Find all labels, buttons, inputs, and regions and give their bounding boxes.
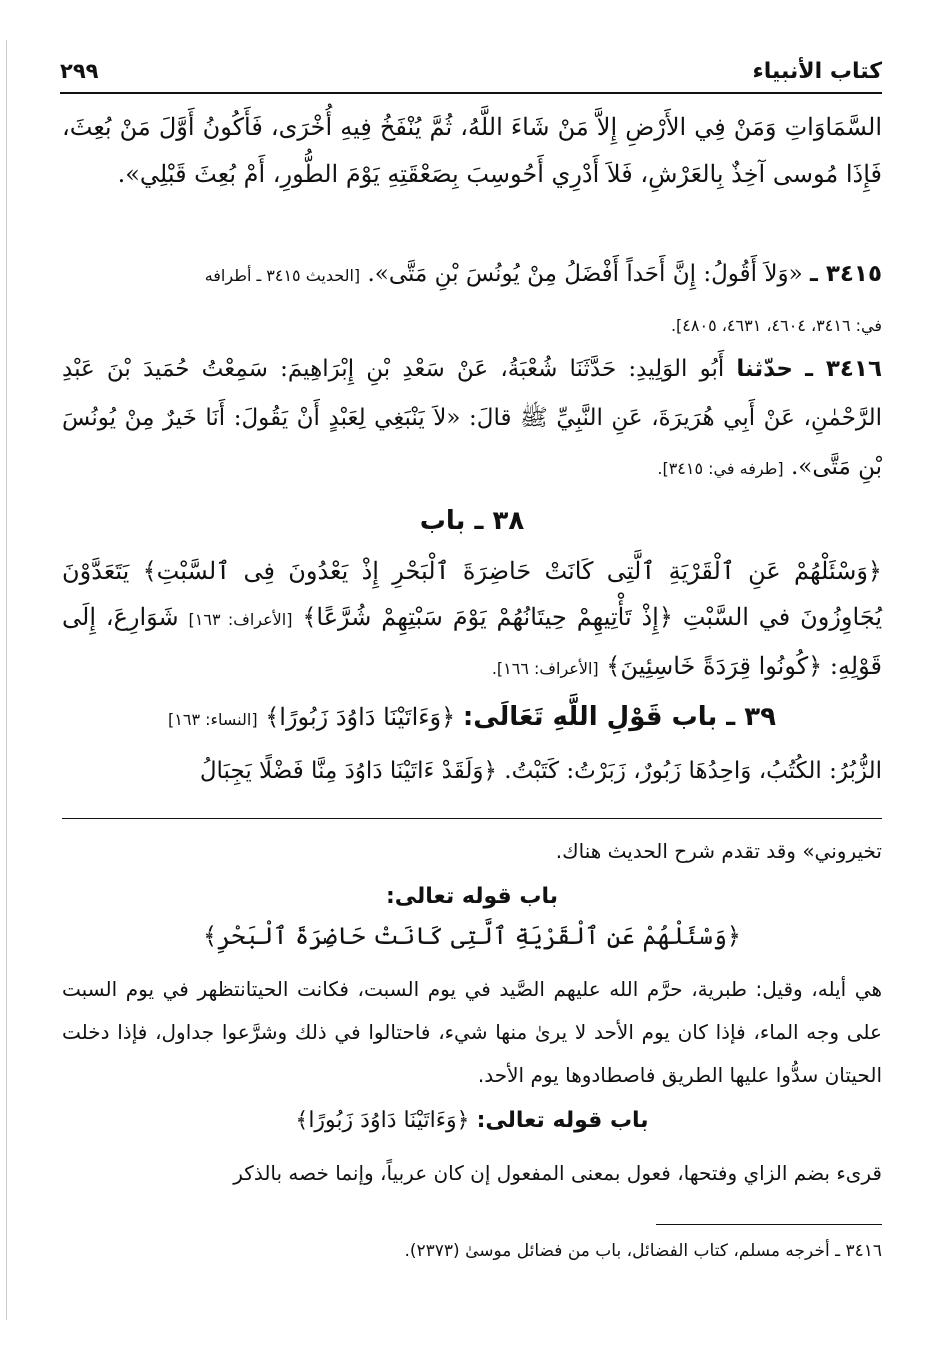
chapter-39-text: الزُّبُرُ: الكُتُبُ، وَاحِدُهَا زَبُورٌ، زَبَرْتُ: كَتَبْتُ. ﴿وَلَقَدْ ءَاتَيْنَا دَاوُدَ مِنَّا فَضْلًا يَجِبَالُ xyxy=(199,758,882,784)
hadith-3415 xyxy=(62,250,882,349)
chapter-39-verse-ref: [النساء: ١٦٣] xyxy=(168,710,258,729)
page-header xyxy=(60,50,882,94)
running-title: كتاب الأنبياء xyxy=(752,58,882,84)
hadith-reference: [طرفه في: ٣٤١٥]. xyxy=(657,459,784,478)
hadith-lead: حدّثنا xyxy=(736,356,793,382)
hadith-text: «وَلاَ أَقُولُ: إِنَّ أَحَداً أَفْضَلُ مِنْ يُونُسَ بْنِ مَتَّى». xyxy=(367,261,803,287)
hadith-number: ٣٤١٦ ـ xyxy=(805,356,883,382)
commentary-subheading-1-verse: ﴿وَسْئَلْهُمْ عَنِ ٱلْقَرْيَةِ ٱلَّتِى كَانَتْ حَاضِرَةَ ٱلْبَحْرِ﴾ xyxy=(203,922,741,950)
chapter-38-verse: ﴿وَسْئَلْهُمْ عَنِ ٱلْقَرْيَةِ ٱلَّتِى كَانَتْ حَاضِرَةَ ٱلْبَحْرِ إِذْ يَعْدُونَ فِى ٱلسَّبْتِ﴾ يَتَعَدَّوْنَ يُجَاوِزُونَ في السَّبْتِ ﴿إِذْ تَأْتِيهِمْ حِيتَانُهُمْ يَوْمَ سَبْتِهِمْ شُرَّعًا﴾ xyxy=(62,557,882,631)
chapter-38-title: ٣٨ ـ باب xyxy=(419,506,525,536)
commentary-paragraph-3: قرىء بضم الزاي وفتحها، فعول بمعنى المفعول إن كان عربياً، وإنما خصه بالذكر xyxy=(233,1161,882,1185)
footnote: ٣٤١٦ ـ أخرجه مسلم، كتاب الفضائل، باب من فضائل موسىٰ (٢٣٧٣). xyxy=(404,1241,882,1261)
hadith-reference-cont: في: ٣٤١٦، ٤٦٠٤، ٤٦٣١، ٤٨٠٥]. xyxy=(670,316,882,335)
chapter-38-body xyxy=(62,548,882,692)
commentary-subheading-1: باب قوله تعالى: xyxy=(385,884,558,909)
scan-edge-line xyxy=(6,40,7,1320)
hadith-3416 xyxy=(62,345,882,493)
commentary-subheading-2-verse: ﴿وَءَاتَيْنَا دَاوُدَ زَبُورًا﴾ xyxy=(295,1108,470,1133)
hadith-reference: [الحديث ٣٤١٥ ـ أطرافه xyxy=(204,266,361,285)
section-divider xyxy=(62,818,882,819)
hadith-number: ٣٤١٥ ـ xyxy=(809,261,882,287)
commentary-subheading-2-title: باب قوله تعالى: xyxy=(476,1108,649,1133)
hadith-text: أَبُو الوَلِيدِ: حَدَّثَنَا شُعْبَةُ، عَنْ سَعْدِ بْنِ إِبْرَاهِيمَ: سَمِعْتُ حُمَيدَ بْنَ عَبْدِ الرَّحْمٰنِ، عَنْ أَبِي هُرَيرَةَ، عَنِ النَّبِيِّ ﷺ قالَ: «لاَ يَنْبَغِي لِعَبْدٍ أَنْ يَقُولَ: أَنَا خَيرٌ مِنْ يُونُسَ بْنِ مَتَّى». xyxy=(62,356,882,480)
chapter-38-cont: شَوَارِعَ، إِلَى قَوْلِهِ: ﴿كُونُوا قِرَدَةً خَاسِئِينَ﴾ xyxy=(62,603,882,680)
chapter-38-cont-ref: [الأعراف: ١٦٦]. xyxy=(491,659,599,678)
chapter-38-verse-ref: [الأعراف: ١٦٣] xyxy=(188,610,293,629)
chapter-39-heading xyxy=(62,702,882,732)
commentary-paragraph-2: هي أيله، وقيل: طبرية، حرَّم الله عليهم الصَّيد في يوم السبت، فكانت الحيتانتظهر في يوم السبت على وجه الماء، فإذا كان يوم الأحد لا يرىٰ منها شيء، فاحتالوا في ذلك وشرَّعوا جداول، فإذا دخلت الحيتان سدُّوا عليها الطريق فاصطادوها يوم الأحد. xyxy=(62,977,882,1087)
commentary-subheading-2 xyxy=(62,1108,882,1133)
hadith-continuation: السَّمَاوَاتِ وَمَنْ فِي الأَرْضِ إِلاَّ مَنْ شَاءَ اللَّهُ، ثُمَّ يُنْفَخُ فِيهِ أُخْرَى، فَأَكُونُ أَوَّلَ مَنْ بُعِثَ، فَإِذَا مُوسى آخِذٌ بِالعَرْشِ، فَلاَ أَدْرِي أَحُوسِبَ بِصَعْقَتِهِ يَوْمَ الطُّورِ، أَمْ بُعِثَ قَبْلِي». xyxy=(62,113,882,188)
chapter-39-verse: ﴿وَءَاتَيْنَا دَاوُدَ زَبُورًا﴾ xyxy=(265,703,456,731)
footnote-rule xyxy=(656,1224,882,1225)
commentary-paragraph-1: تخيروني» وقد تقدم شرح الحديث هناك. xyxy=(555,839,882,863)
chapter-39-title: ٣٩ ـ باب قَوْلِ اللَّهِ تَعَالَى: xyxy=(462,702,776,732)
page-number: ٢٩٩ xyxy=(60,59,99,83)
